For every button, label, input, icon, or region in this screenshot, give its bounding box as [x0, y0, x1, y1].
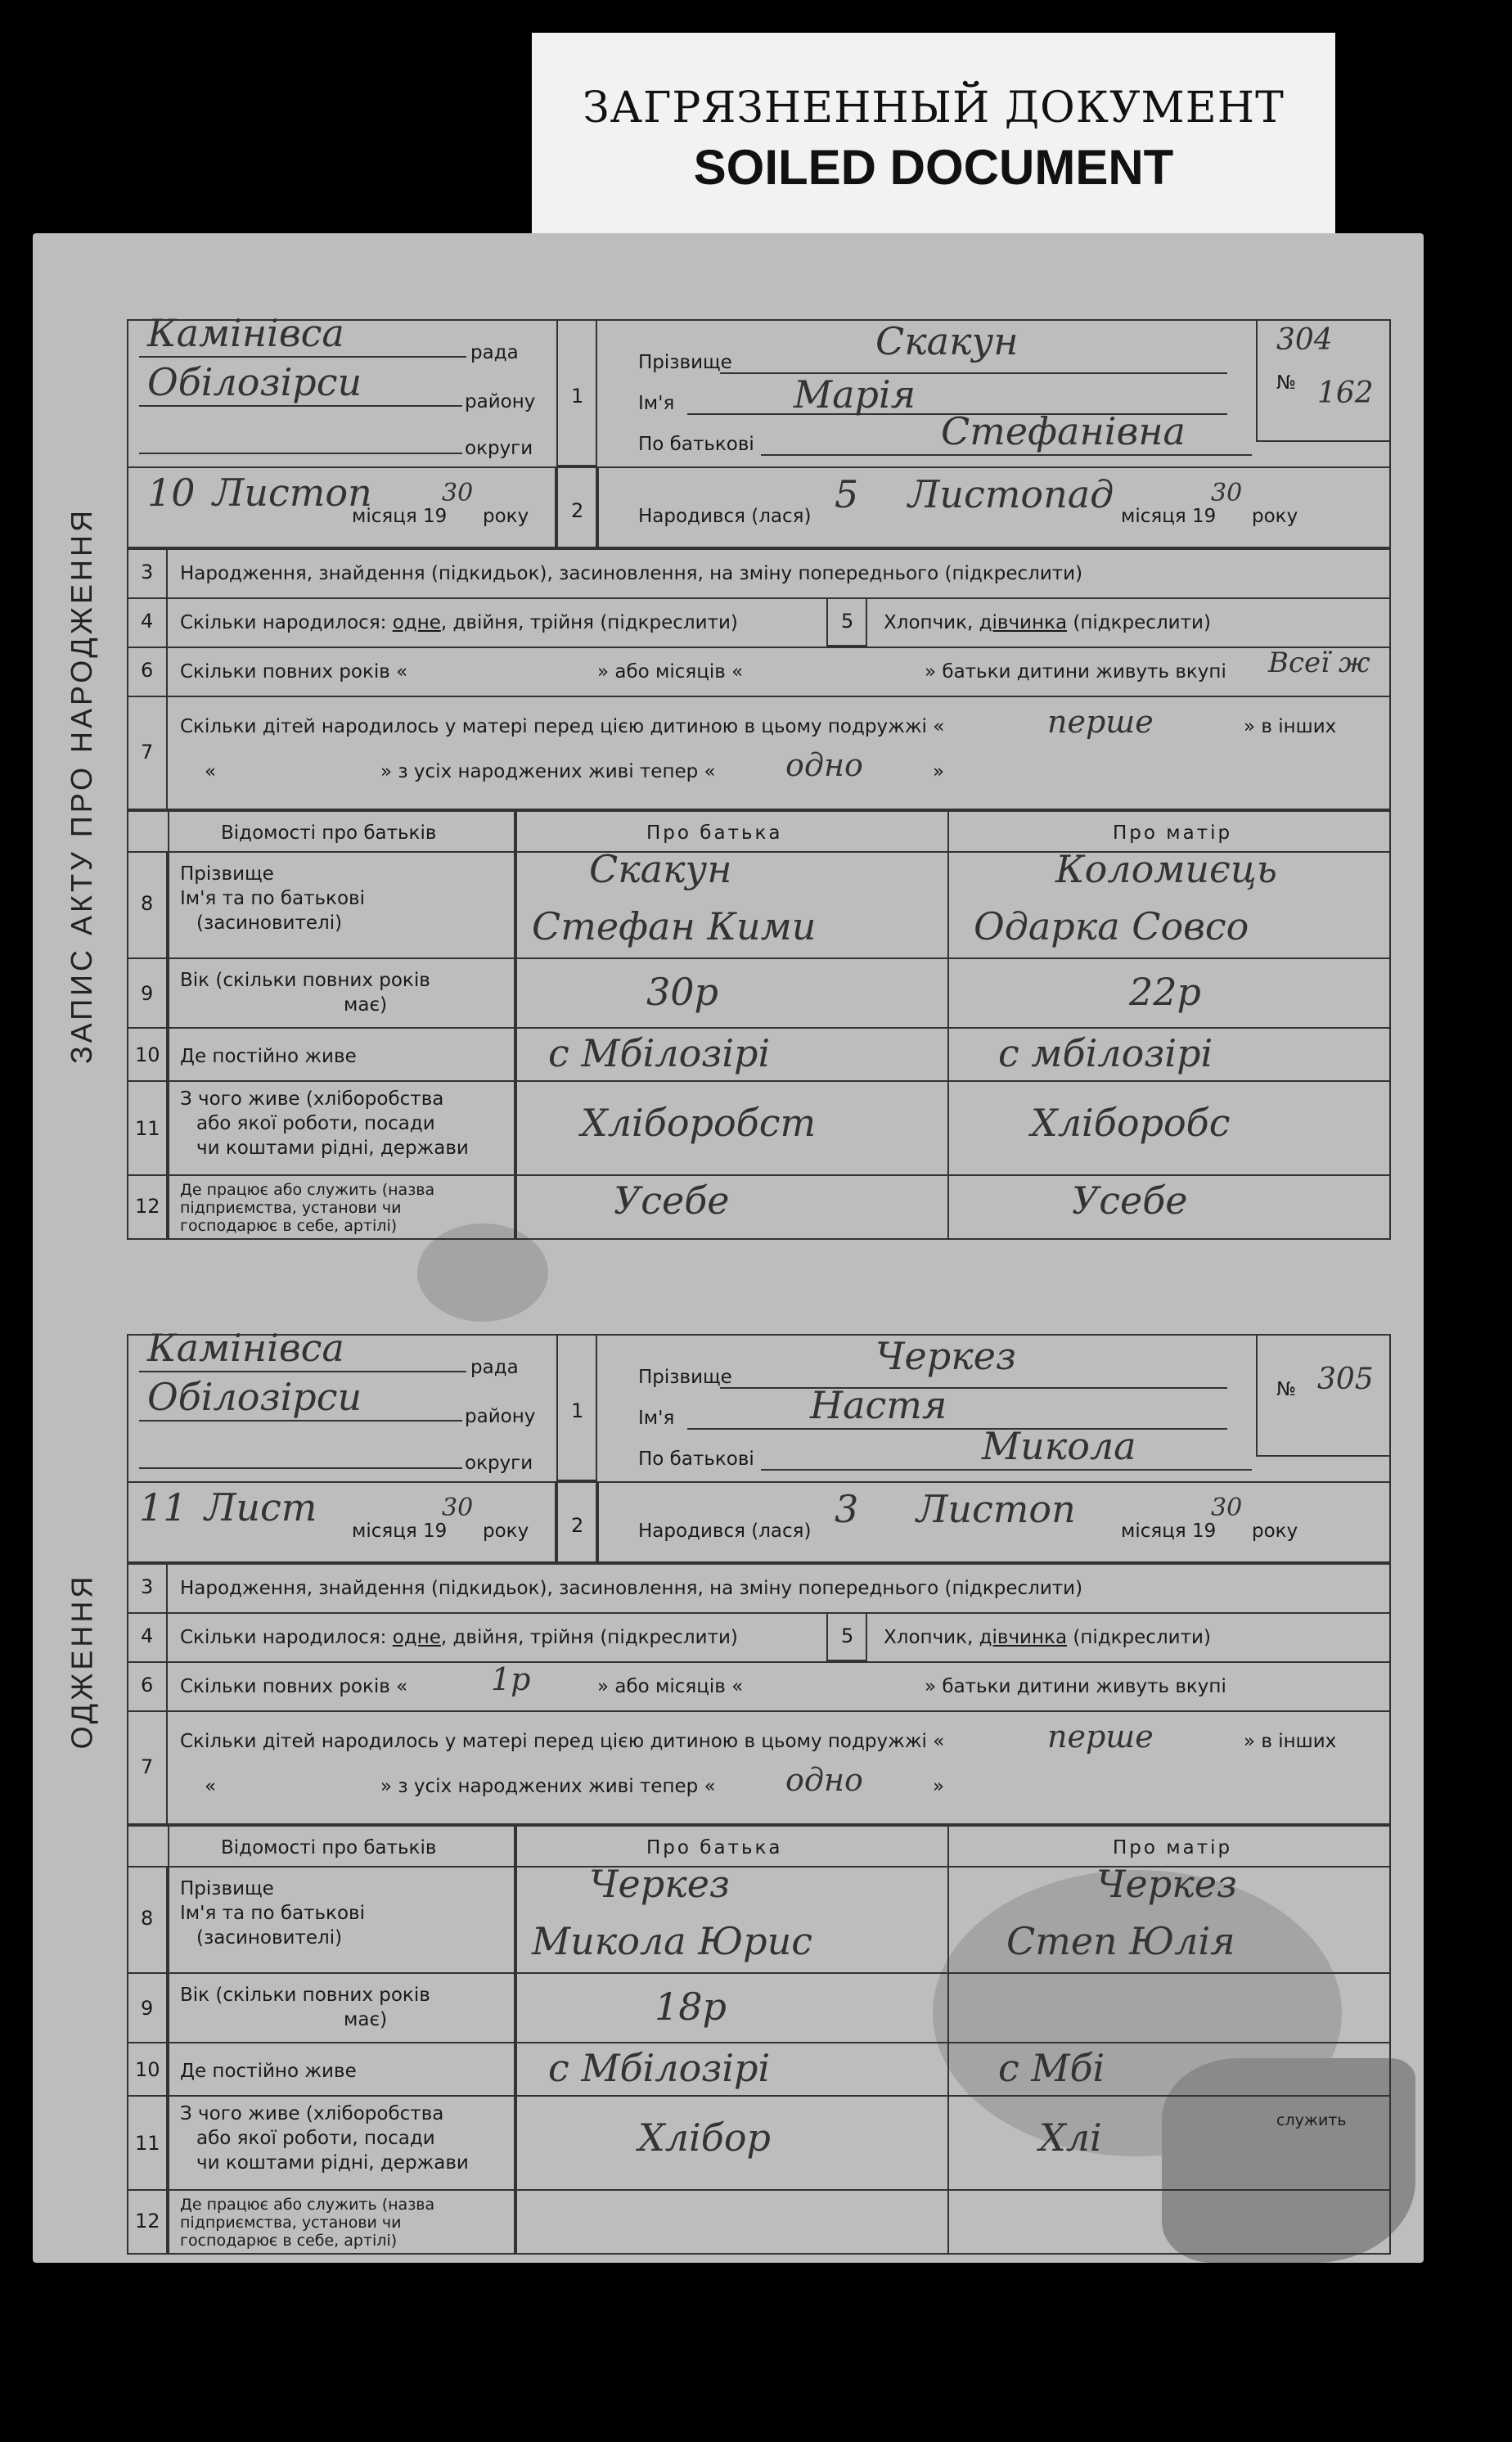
reg-day: 11	[139, 1485, 187, 1530]
mother-living: Хлі	[1039, 2115, 1102, 2160]
child-surname: Черкез	[875, 1334, 1017, 1378]
row-6-b: » або місяців «	[597, 661, 744, 683]
row-6-a: Скільки повних років «	[180, 1676, 408, 1697]
born-month: Листоп	[916, 1487, 1076, 1531]
born-year: 30	[1211, 479, 1243, 507]
mother-age: 22р	[1129, 970, 1201, 1014]
child-name: Марія	[794, 372, 916, 417]
row-7-d: » з усіх народжених живі тепер «	[380, 761, 716, 782]
row-divider	[127, 1174, 1391, 1176]
r8-a: Прізвище	[180, 1878, 274, 1899]
patronymic-line	[761, 454, 1252, 456]
mother-header: Про матір	[1113, 1837, 1233, 1859]
father-lives: с Мбілозірі	[548, 1031, 771, 1075]
child-patronymic: Микола	[982, 1424, 1136, 1468]
r9-a: Вік (скільки повних років	[180, 970, 430, 991]
born-month-label: місяця 19	[1121, 1521, 1217, 1542]
name-label: Ім'я	[638, 1408, 675, 1429]
okrug-label: округи	[465, 438, 533, 459]
label-ru: ЗАГРЯЗНЕННЫЙ ДОКУМЕНТ	[583, 83, 1285, 133]
born-month: Листопад	[908, 472, 1114, 516]
father-header: Про батька	[646, 1837, 783, 1859]
father-living: Хлібор	[638, 2115, 771, 2160]
r11-a: З чого живе (хліборобства	[180, 1088, 444, 1110]
stamp-text: служить	[1276, 2111, 1347, 2129]
raion-label: району	[465, 391, 536, 412]
row-divider	[127, 696, 1391, 697]
born-label: Народився (лася)	[638, 1521, 812, 1542]
row-num: 5	[841, 610, 854, 633]
r8-b: Ім'я та по батькові	[180, 888, 365, 909]
okrug-line	[139, 1467, 462, 1469]
year-label: року	[483, 506, 529, 527]
record-number: 305	[1317, 1363, 1374, 1396]
raion-value: Обілозірси	[147, 360, 362, 404]
row-3-visible: Народження, знайдення (підкидьок), засиновлення, на зміну попереднього (підкреслити)	[180, 1578, 1083, 1599]
rada-value: Камінівса	[147, 311, 344, 355]
row-num: 6	[141, 659, 154, 682]
reg-month: Лист	[205, 1485, 317, 1530]
row-7-b: » в інших	[1244, 1731, 1337, 1752]
children-alive: одно	[785, 1762, 863, 1798]
row-divider	[127, 957, 1391, 959]
name-line	[687, 1428, 1227, 1430]
row-5-text: Хлопчик, дівчинка (підкреслити)	[884, 612, 1211, 633]
reg-year: 30	[442, 1494, 474, 1522]
reg-day: 10	[147, 471, 196, 515]
r11-c: чи коштами рідні, держави	[196, 1138, 469, 1159]
born-year-label: року	[1252, 506, 1298, 527]
raion-value: Обілозірси	[147, 1375, 362, 1419]
row-divider	[127, 597, 1391, 599]
r12-c: господарює в себе, артілі)	[180, 1217, 398, 1235]
year-label: року	[483, 1521, 529, 1542]
row-6-b: » або місяців «	[597, 1676, 744, 1697]
okrug-line	[139, 453, 462, 454]
surname-label: Прізвище	[638, 352, 732, 373]
row-num: 5	[841, 1624, 854, 1647]
row-divider	[127, 1661, 1391, 1663]
parents-header: Відомості про батьків	[221, 822, 437, 844]
father-work: Усебе	[614, 1178, 730, 1223]
row-7-e: »	[933, 761, 945, 782]
reg-year: 30	[442, 479, 474, 507]
born-year-label: року	[1252, 1521, 1298, 1542]
name-label: Ім'я	[638, 393, 675, 414]
row-divider	[127, 1612, 1391, 1614]
child-patronymic: Стефанівна	[941, 409, 1186, 453]
rada-line	[139, 356, 466, 358]
rada-label: рада	[470, 1357, 519, 1378]
record-1	[115, 311, 1391, 1240]
mother-lives: с мбілозірі	[998, 1031, 1213, 1075]
r11-b: або якої роботи, посади	[196, 2128, 435, 2149]
born-month-label: місяця 19	[1121, 506, 1217, 527]
father-name: Стефан Кими	[532, 904, 817, 948]
row-num: 9	[141, 982, 154, 1005]
number-label: №	[1276, 372, 1296, 394]
parents-header: Відомості про батьків	[221, 1837, 437, 1859]
row-num: 2	[571, 499, 584, 522]
row-num: 2	[571, 1514, 584, 1537]
father-header: Про батька	[646, 822, 783, 844]
mother-living: Хліборобс	[1031, 1101, 1231, 1145]
row-7-d: » з усіх народжених живі тепер «	[380, 1776, 716, 1797]
mother-lives: с Мбі	[998, 2046, 1105, 2090]
r10: Де постійно живе	[180, 2061, 357, 2082]
row-7-c: «	[205, 761, 217, 782]
side-title-2	[57, 1506, 106, 1817]
row-4-text: Скільки народилося: одне, двійня, трійня (підкреслити)	[180, 1627, 738, 1648]
row-divider	[127, 1080, 1391, 1082]
okrug-label: округи	[465, 1453, 533, 1474]
row-4-text: Скільки народилося: одне, двійня, трійня (підкреслити)	[180, 612, 738, 633]
row-num: 6	[141, 1674, 154, 1696]
row-divider	[127, 647, 1391, 648]
reg-month: Листоп	[213, 471, 372, 515]
row-num: 1	[571, 385, 584, 408]
row-divider	[127, 2189, 1391, 2191]
month-label: місяця 19	[352, 1521, 448, 1542]
born-label: Народився (лася)	[638, 506, 812, 527]
row-num: 11	[135, 1117, 160, 1140]
r8-c: (засиновителі)	[196, 912, 343, 934]
soiled-document-label	[532, 33, 1335, 254]
born-day: 5	[835, 472, 859, 516]
mother-name: Одарка Совсо	[974, 904, 1249, 948]
r12-a: Де працює або служить (назва	[180, 1181, 435, 1199]
born-day: 3	[835, 1487, 859, 1531]
row-6-c: » батьки дитини живуть вкупі	[925, 1676, 1226, 1697]
children-before: перше	[1047, 704, 1154, 740]
rada-label: рада	[470, 342, 519, 363]
children-alive: одно	[785, 747, 863, 783]
row-num: 1	[571, 1399, 584, 1422]
number-label: №	[1276, 1379, 1296, 1400]
row-divider	[127, 1972, 1391, 1974]
row-3-visible: Народження, знайдення (підкидьок), засиновлення, на зміну попереднього (підкреслити)	[180, 563, 1083, 584]
father-living: Хліборобст	[581, 1101, 817, 1145]
father-surname: Скакун	[589, 847, 732, 891]
row-num: 4	[141, 610, 154, 633]
rada-line	[139, 1371, 466, 1372]
r12-a: Де працює або служить (назва	[180, 2196, 435, 2214]
mother-surname: Черкез	[1096, 1862, 1238, 1906]
father-age: 30р	[646, 970, 718, 1014]
together-note: Всеї ж	[1268, 647, 1370, 679]
rada-value: Камінівса	[147, 1326, 344, 1370]
record-number-2: 162	[1317, 376, 1374, 410]
row-5-text: Хлопчик, дівчинка (підкреслити)	[884, 1627, 1211, 1648]
row-7-a: Скільки дітей народилось у матері перед цією дитиною в цьому подружжі «	[180, 1731, 945, 1752]
raion-line	[139, 405, 462, 407]
row-num: 3	[141, 1575, 154, 1598]
row-num: 4	[141, 1624, 154, 1647]
row-7-c: «	[205, 1776, 217, 1797]
row-6-c: » батьки дитини живуть вкупі	[925, 661, 1226, 683]
row-num: 12	[135, 2210, 160, 2232]
raion-label: району	[465, 1406, 536, 1427]
years-together: 1р	[491, 1661, 531, 1697]
patronymic-line	[761, 1469, 1252, 1471]
record-number: 304	[1276, 323, 1333, 357]
row-divider	[127, 1027, 1391, 1029]
children-before: перше	[1047, 1719, 1154, 1755]
born-year: 30	[1211, 1494, 1243, 1522]
row-7-e: »	[933, 1776, 945, 1797]
row-num: 10	[135, 1043, 160, 1066]
r12-b: підприємства, установи чи	[180, 1199, 402, 1217]
mother-surname: Коломиєць	[1055, 847, 1277, 891]
r12-b: підприємства, установи чи	[180, 2214, 402, 2232]
row-num: 3	[141, 561, 154, 583]
row-num: 10	[135, 2058, 160, 2081]
r12-c: господарює в себе, артілі)	[180, 2232, 398, 2250]
row-7-a: Скільки дітей народилось у матері перед цією дитиною в цьому подружжі «	[180, 716, 945, 737]
row-num: 11	[135, 2132, 160, 2155]
r11-c: чи коштами рідні, держави	[196, 2152, 469, 2174]
record-2	[115, 1326, 1391, 2255]
father-surname: Черкез	[589, 1862, 731, 1906]
row-divider	[127, 2042, 1391, 2043]
row-6-a: Скільки повних років «	[180, 661, 408, 683]
surname-line	[720, 1387, 1227, 1389]
row-num: 7	[141, 1755, 154, 1778]
r8-a: Прізвище	[180, 863, 274, 885]
row-num: 7	[141, 741, 154, 764]
father-lives: с Мбілозірі	[548, 2046, 771, 2090]
month-label: місяця 19	[352, 506, 448, 527]
mother-work: Усебе	[1072, 1178, 1188, 1223]
r8-b: Ім'я та по батькові	[180, 1903, 365, 1924]
row-7-b: » в інших	[1244, 716, 1337, 737]
child-surname: Скакун	[875, 319, 1019, 363]
child-name: Настя	[810, 1383, 947, 1427]
r8-c: (засиновителі)	[196, 1927, 343, 1949]
surname-label: Прізвище	[638, 1367, 732, 1388]
side-title-text: ЗАПИС АКТУ ПРО НАРОДЖЕННЯ	[65, 507, 98, 1065]
side-title-1	[57, 475, 106, 1097]
row-num: 9	[141, 1997, 154, 2020]
row-divider	[127, 2095, 1391, 2097]
label-en: SOILED DOCUMENT	[693, 140, 1174, 195]
row-num: 8	[141, 1907, 154, 1930]
patronymic-label: По батькові	[638, 1449, 754, 1470]
mother-header: Про матір	[1113, 822, 1233, 844]
father-name: Микола Юрис	[532, 1919, 812, 1963]
father-age: 18р	[655, 1985, 727, 2029]
r11-b: або якої роботи, посади	[196, 1113, 435, 1134]
row-divider	[127, 1710, 1391, 1712]
r9-b: має)	[344, 2009, 388, 2030]
r11-a: З чого живе (хліборобства	[180, 2103, 444, 2124]
raion-line	[139, 1420, 462, 1421]
patronymic-label: По батькові	[638, 434, 754, 455]
r9-b: має)	[344, 994, 388, 1016]
mother-name: Степ Юлія	[1006, 1919, 1235, 1963]
row-num: 12	[135, 1195, 160, 1218]
side-title-text-2: ОДЖЕННЯ	[65, 1573, 98, 1750]
row-num: 8	[141, 892, 154, 915]
r9-a: Вік (скільки повних років	[180, 1985, 430, 2006]
r10: Де постійно живе	[180, 1046, 357, 1067]
